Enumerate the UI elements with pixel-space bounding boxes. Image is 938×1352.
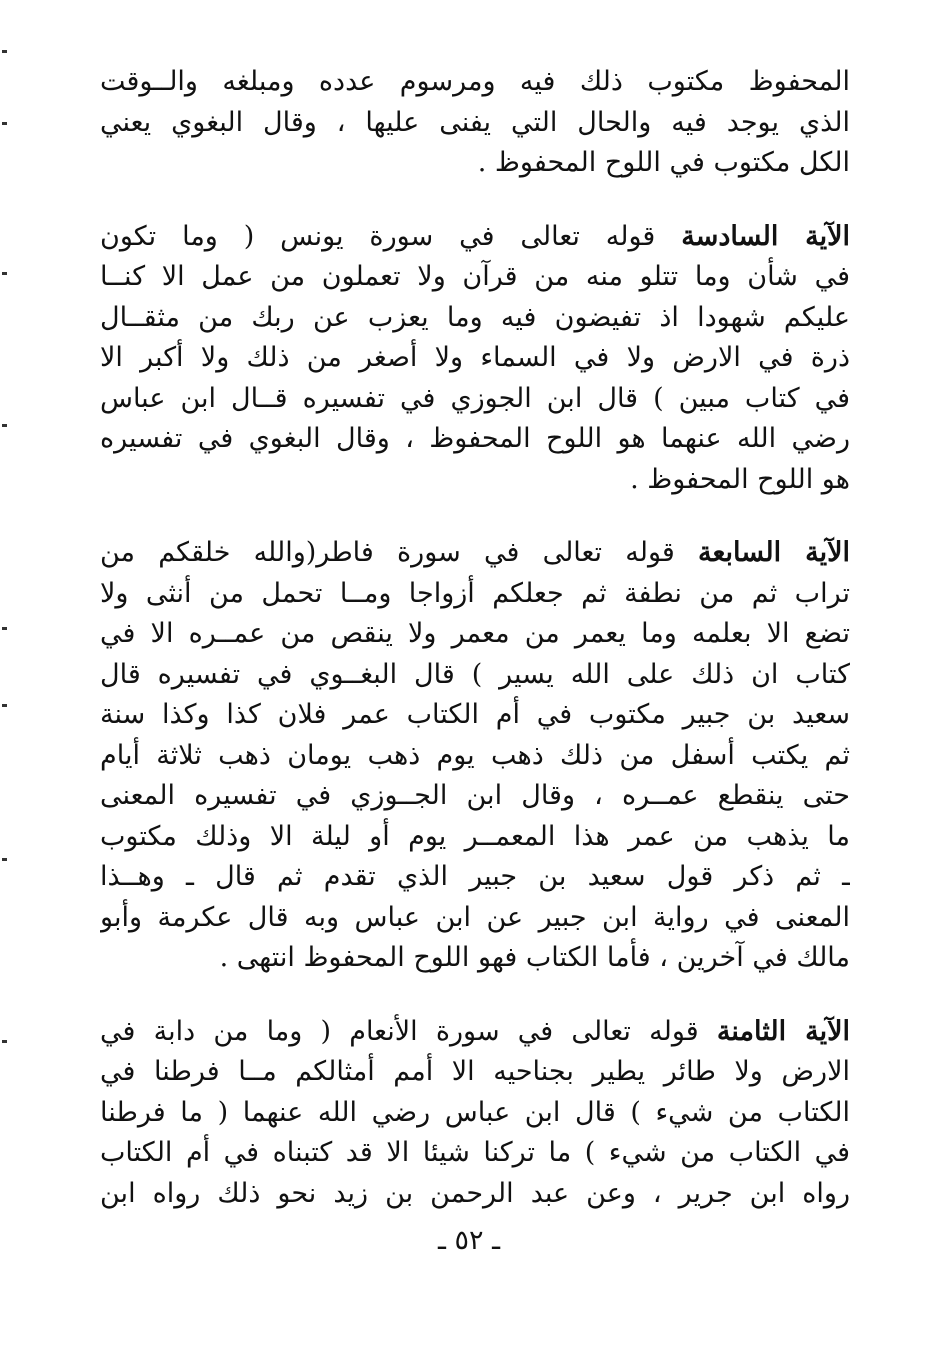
text-line: تراب ثم من نطفة ثم جعلكم أزواجا ومــا تحمل من أنثى ولا [100,577,850,609]
text-line: سعيد بن جبير مكتوب في أم الكتاب عمر فلان كذا وكذا سنة [100,699,850,730]
book-page [100,62,850,1214]
text-line: في شأن وما تتلو منه من قرآن ولا تعملون من عمل الا كنــا [100,261,850,292]
margin-mark [2,50,7,53]
text-line: ـ ثم ذكر قول سعيد بن جبير الذي تقدم ثم قال ـ وهــذا [100,861,850,892]
text-line: في كتاب مبين ) قال ابن الجوزي في تفسيره قــال ابن عباس [100,382,850,414]
text-line: في الكتاب من شيء ) ما تركنا شيئا الا قد كتبناه في أم الكتاب [100,1137,850,1168]
text-line: كتاب ان ذلك على الله يسير ) قال البغــوي في تفسيره قال [100,658,850,690]
paragraph-verse-six [100,217,850,501]
text-line [100,1012,850,1053]
text-line: تضع الا بعلمه وما يعمر من معمر ولا ينقص من عمــره الا في [100,618,850,649]
text-line: رضي الله عنهما هو اللوح المحفوظ ، وقال البغوي في تفسيره [100,423,850,454]
paragraph-continuation [100,62,850,184]
margin-mark [2,858,7,861]
page-number: ـ ٥٢ ـ [437,1225,500,1256]
text-line: الكل مكتوب في اللوح المحفوظ . [477,147,850,178]
text-line: الارض ولا طائر يطير بجناحيه الا أمم أمثالكم مــا فرطنا في [100,1056,850,1087]
margin-mark [2,704,7,707]
margin-mark [2,122,7,125]
text-run: قوله تعالى في سورة فاطر(والله خلقكم من [100,537,699,568]
text-line: المحفوظ مكتوب ذلك فيه ومرسوم عدده ومبلغه والــوقت [100,66,850,97]
paragraph-gap [100,979,850,1012]
text-line: الذي يوجد فيه والحال التي يفنى عليها ، وقال البغوي يعني [100,106,850,138]
section-heading: الآية الثامنة [716,1015,850,1047]
text-line: هو اللوح المحفوظ . [630,463,850,495]
margin-mark [2,627,7,630]
margin-mark [2,1040,7,1043]
margin-mark [2,272,7,275]
text-line: عليكم شهودا اذ تفيضون فيه وما يعزب عن ربك من مثقــال [100,301,850,333]
text-line [100,217,850,258]
text-line: المعنى في رواية ابن جبير عن ابن عباس وبه قال عكرمة وأبو [100,901,850,933]
text-line: ثم يكتب أسفل من ذلك ذهب يوم ذهب يومان ذهب ثلاثة أيام [100,739,850,771]
text-line: رواه ابن جرير ، وعن عبد الرحمن بن زيد نحو ذلك رواه ابن [100,1177,850,1209]
text-line: مالك في آخرين ، فأما الكتاب فهو اللوح المحفوظ انتهى . [219,942,850,973]
text-line: ما يذهب من عمر هذا المعمــر يوم أو ليلة الا وذلك مكتوب [100,820,850,852]
margin-mark [2,424,7,427]
paragraph-gap [100,500,850,533]
paragraph-verse-seven [100,533,850,979]
text-line: حتى ينقطع عمــره ، وقال ابن الجــوزي في تفسيره المعنى [100,780,850,811]
paragraph-gap [100,184,850,217]
section-heading: الآية السادسة [681,220,850,252]
section-heading: الآية السابعة [698,537,850,568]
text-run: قوله تعالى في سورة يونس ( وما تكون [100,220,682,252]
text-line: الكتاب من شيء ) قال ابن عباس رضي الله عنهما ( ما فرطنا [100,1096,850,1128]
text-run: قوله تعالى في سورة الأنعام ( وما من دابة في [100,1015,717,1047]
text-line: ذرة في الارض ولا في السماء ولا أصغر من ذلك ولا أكبر الا [100,342,850,373]
paragraph-verse-eight [100,1012,850,1215]
text-line [100,533,850,574]
